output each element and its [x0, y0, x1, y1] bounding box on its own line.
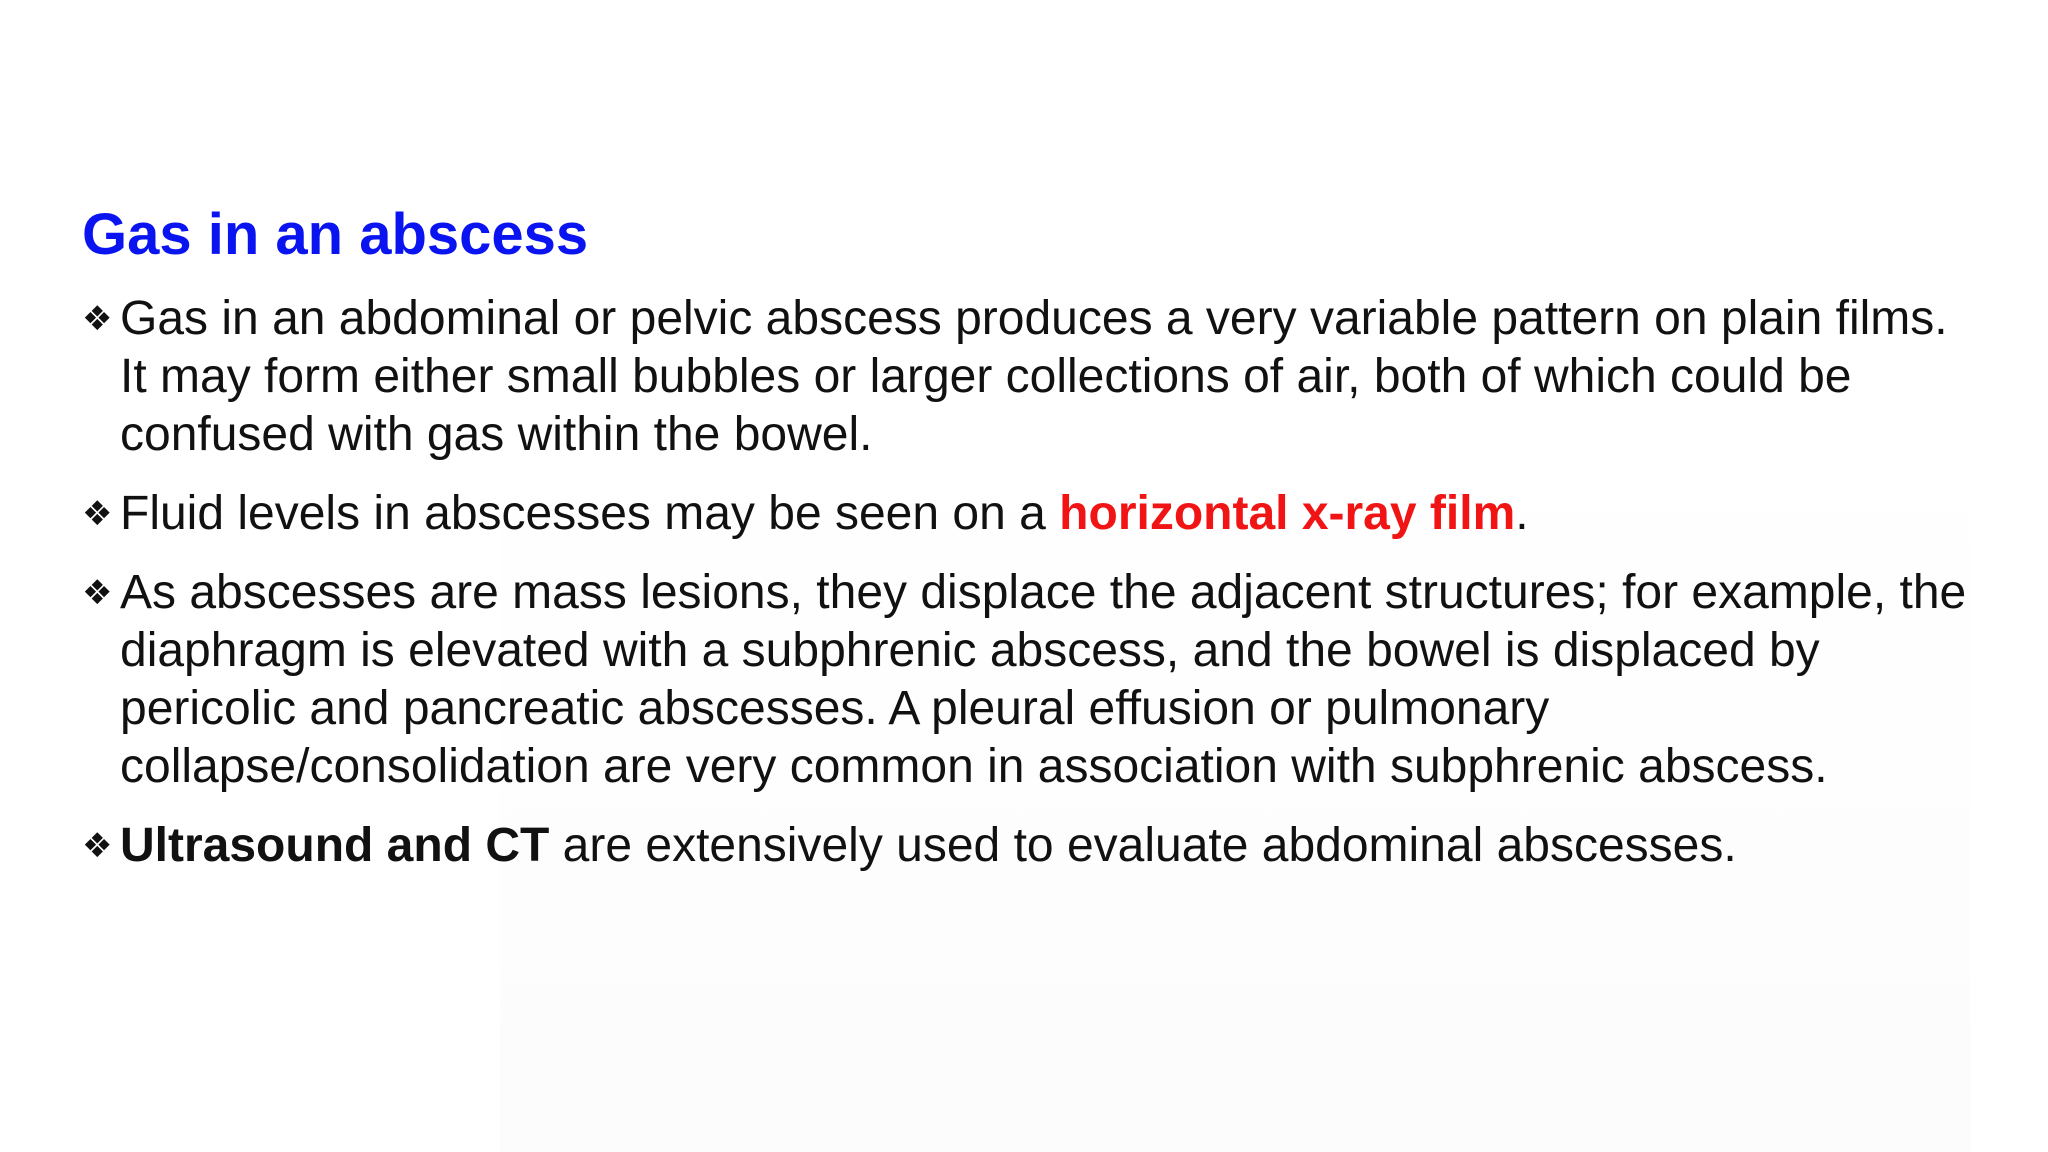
bullet-text: Fluid levels in abscesses may be seen on a [120, 487, 1060, 540]
diamond-bullet-icon: ❖ [82, 494, 113, 534]
bullet-list [82, 290, 1982, 896]
slide-title: Gas in an abscess [82, 202, 589, 267]
bullet-text: are extensively used to evaluate abdominal abscesses. [549, 819, 1737, 872]
diamond-bullet-icon: ❖ [82, 826, 113, 866]
diamond-bullet-icon: ❖ [82, 573, 113, 613]
bullet-item-mass-lesions [82, 564, 1982, 796]
bullet-item-imaging [82, 817, 1982, 875]
bullet-text: As abscesses are mass lesions, they displace the adjacent structures; for example, the diaphragm is elevated with a subphrenic abscess, and the bowel is displaced by pericolic and pancreatic abscesses. A pleural effusion or pulmonary collapse/consolidation are very common in association with subphrenic abscess. [120, 566, 1967, 793]
bullet-text-end: . [1515, 487, 1529, 540]
bullet-item-gas-pattern [82, 290, 1982, 464]
diamond-bullet-icon: ❖ [82, 299, 113, 339]
highlighted-term: horizontal x-ray film [1059, 487, 1516, 540]
bullet-text: Gas in an abdominal or pelvic abscess produces a very variable pattern on plain films. It may form either small bubbles or larger collections of air, both of which could be confused with gas within the bowel. [120, 292, 1948, 461]
bullet-item-fluid-levels [82, 485, 1982, 543]
bold-term: Ultrasound and CT [120, 819, 550, 872]
